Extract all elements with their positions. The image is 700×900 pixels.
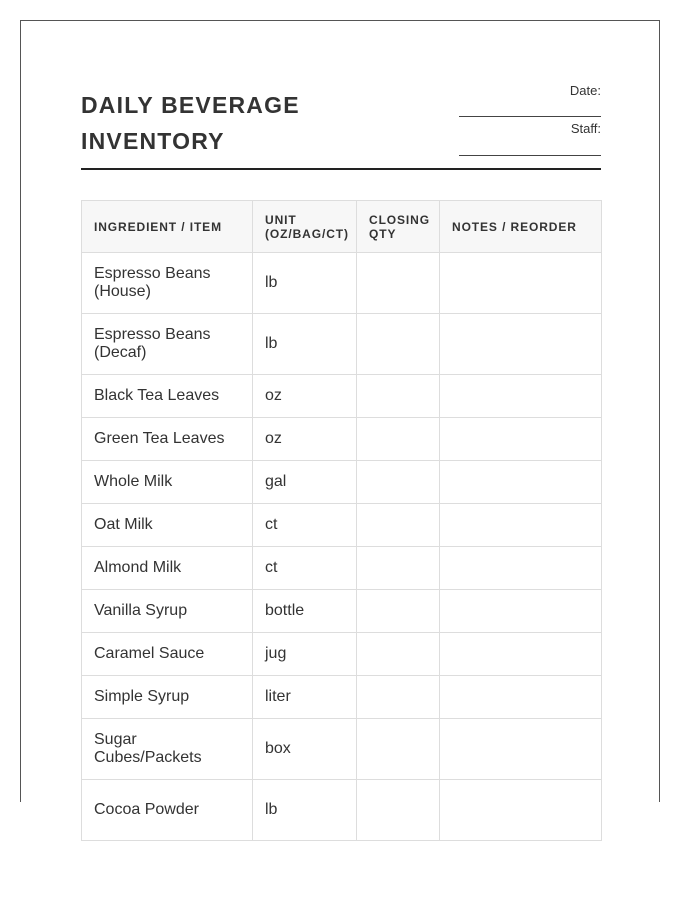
- notes-cell[interactable]: [440, 547, 602, 590]
- inventory-table: [81, 200, 602, 841]
- unit-cell: oz: [253, 418, 357, 461]
- column-header-unit: UNIT (OZ/BAG/CT): [253, 201, 357, 253]
- item-cell: Cocoa Powder: [82, 780, 253, 841]
- notes-cell[interactable]: [440, 504, 602, 547]
- closing-qty-cell[interactable]: [357, 780, 440, 841]
- closing-qty-cell[interactable]: [357, 461, 440, 504]
- notes-cell[interactable]: [440, 719, 602, 780]
- notes-cell[interactable]: [440, 461, 602, 504]
- table-row: [82, 633, 602, 676]
- notes-cell[interactable]: [440, 590, 602, 633]
- page-title: DAILY BEVERAGE INVENTORY: [81, 92, 300, 154]
- item-cell: Black Tea Leaves: [82, 375, 253, 418]
- closing-qty-cell[interactable]: [357, 418, 440, 461]
- table-row: [82, 418, 602, 461]
- item-cell: Oat Milk: [82, 504, 253, 547]
- unit-cell: lb: [253, 314, 357, 375]
- item-cell: Green Tea Leaves: [82, 418, 253, 461]
- table-header-row: [82, 201, 602, 253]
- notes-cell[interactable]: [440, 780, 602, 841]
- table-row: [82, 590, 602, 633]
- closing-qty-cell[interactable]: [357, 504, 440, 547]
- table-row: [82, 375, 602, 418]
- item-cell: Espresso Beans (Decaf): [82, 314, 253, 375]
- column-header-notes: NOTES / REORDER: [440, 201, 602, 253]
- column-header-closing-qty: CLOSING QTY: [357, 201, 440, 253]
- table-row: [82, 253, 602, 314]
- inventory-sheet: [20, 20, 660, 818]
- table-row: [82, 504, 602, 547]
- closing-qty-cell[interactable]: [357, 633, 440, 676]
- unit-cell: ct: [253, 547, 357, 590]
- closing-qty-cell[interactable]: [357, 547, 440, 590]
- item-cell: Caramel Sauce: [82, 633, 253, 676]
- notes-cell[interactable]: [440, 375, 602, 418]
- table-row: [82, 780, 602, 841]
- item-cell: Almond Milk: [82, 547, 253, 590]
- item-cell: Simple Syrup: [82, 676, 253, 719]
- unit-cell: oz: [253, 375, 357, 418]
- notes-cell[interactable]: [440, 418, 602, 461]
- closing-qty-cell[interactable]: [357, 314, 440, 375]
- unit-cell: jug: [253, 633, 357, 676]
- unit-cell: lb: [253, 253, 357, 314]
- table-row: [82, 676, 602, 719]
- table-row: [82, 314, 602, 375]
- notes-cell[interactable]: [440, 676, 602, 719]
- item-cell: Espresso Beans (House): [82, 253, 253, 314]
- notes-cell[interactable]: [440, 314, 602, 375]
- item-cell: Vanilla Syrup: [82, 590, 253, 633]
- closing-qty-cell[interactable]: [357, 253, 440, 314]
- table-row: [82, 719, 602, 780]
- notes-cell[interactable]: [440, 633, 602, 676]
- date-field[interactable]: Date:: [459, 83, 601, 117]
- notes-cell[interactable]: [440, 253, 602, 314]
- item-cell: Whole Milk: [82, 461, 253, 504]
- closing-qty-cell[interactable]: [357, 719, 440, 780]
- unit-cell: liter: [253, 676, 357, 719]
- closing-qty-cell[interactable]: [357, 676, 440, 719]
- unit-cell: lb: [253, 780, 357, 841]
- closing-qty-cell[interactable]: [357, 590, 440, 633]
- column-header-item: INGREDIENT / ITEM: [82, 201, 253, 253]
- staff-field[interactable]: Staff:: [459, 121, 601, 156]
- table-row: [82, 547, 602, 590]
- unit-cell: gal: [253, 461, 357, 504]
- item-cell: Sugar Cubes/Packets: [82, 719, 253, 780]
- closing-qty-cell[interactable]: [357, 375, 440, 418]
- unit-cell: box: [253, 719, 357, 780]
- table-row: [82, 461, 602, 504]
- header-divider: [81, 168, 601, 170]
- unit-cell: ct: [253, 504, 357, 547]
- unit-cell: bottle: [253, 590, 357, 633]
